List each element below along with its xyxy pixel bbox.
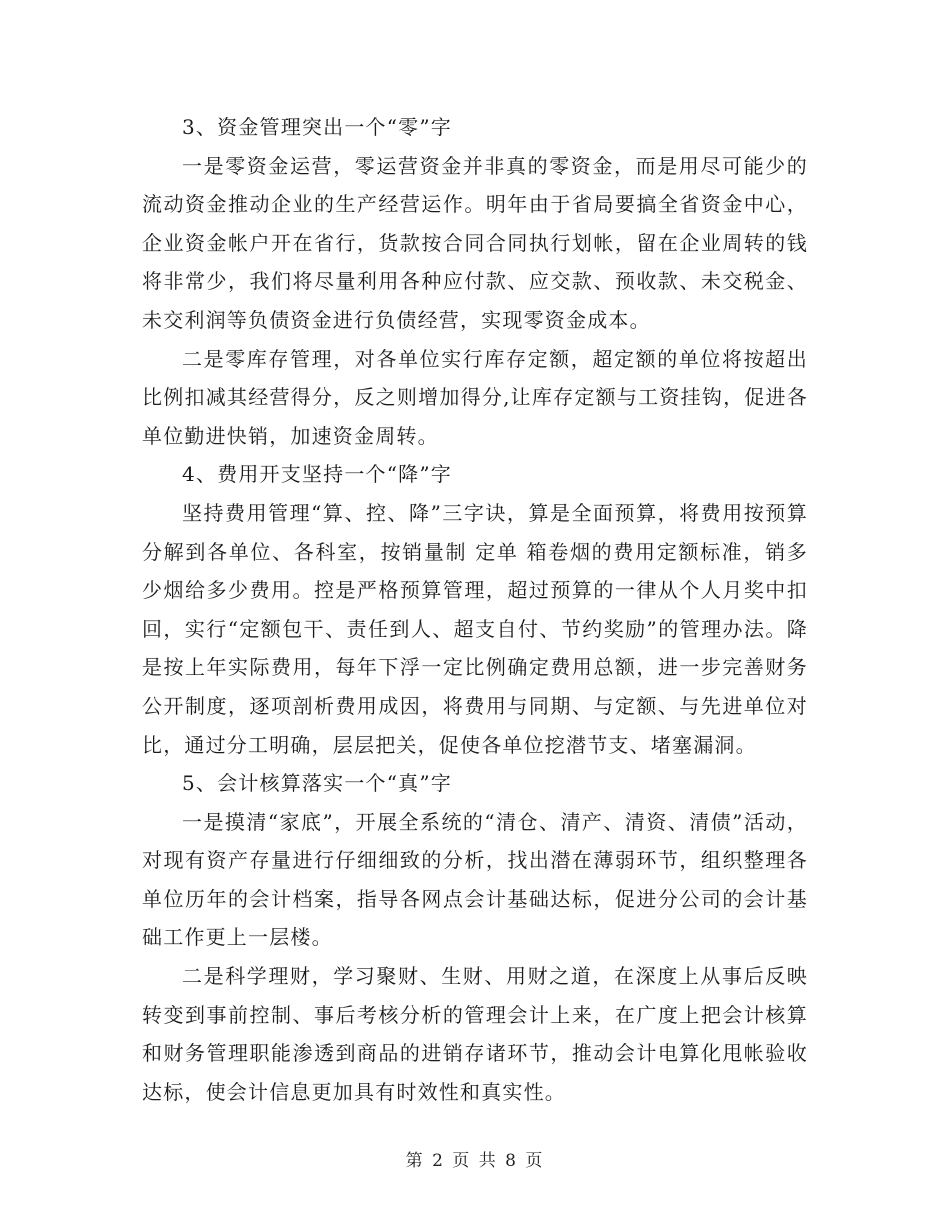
paragraph-scientific-finance: 二是科学理财，学习聚财、生财、用财之道，在深度上从事后反映转变到事前控制、事后考核分析的管理会计上来，在广度上把会计核算和财务管理职能渗透到商品的进销存诸环节，推动会计电算化甩帐验收达标，使会计信息更加具有时效性和真实性。 bbox=[142, 964, 808, 1104]
page-number-footer: 第 2 页 共 8 页 bbox=[405, 1151, 545, 1171]
paragraph-zero-capital: 一是零资金运营，零运营资金并非真的零资金，而是用尽可能少的流动资金推动企业的生产经营运作。明年由于省局要搞全省资金中心，企业资金帐户开在省行，货款按合同合同执行划帐，留在企业周转的钱将非常少，我们将尽量利用各种应付款、应交款、预收款、未交税金、未交利润等负债资金进行负债经营，实现零资金成本。 bbox=[142, 153, 808, 332]
paragraph-expense-management: 坚持费用管理“算、控、降”三字诀，算是全面预算，将费用按预算分解到各单位、各科室，按销量制 定单 箱卷烟的费用定额标准，销多少烟给多少费用。控是严格预算管理，超过预算的一律从个人月奖中扣回，实行“定额包干、责任到人、超支自付、节约奖励”的管理办法。降是按上年实际费用，每年下浮一定比例确定费用总额，进一步完善财务公开制度，逐项剖析费用成因，将费用与同期、与定额、与先进单位对比，通过分工明确，层层把关，促使各单位挖潜节支、堵塞漏洞。 bbox=[142, 500, 808, 757]
paragraph-asset-check: 一是摸清“家底”，开展全系统的“清仓、清产、清资、清债”活动，对现有资产存量进行仔细细致的分析，找出潜在薄弱环节，组织整理各单位历年的会计档案，指导各网点会计基础达标，促进分公司的会计基础工作更上一层楼。 bbox=[142, 809, 808, 950]
document-body bbox=[142, 108, 808, 1111]
section-heading-expense: 4、费用开支坚持一个“降”字 bbox=[182, 462, 452, 487]
section-heading-capital: 3、资金管理突出一个“零”字 bbox=[182, 115, 452, 139]
paragraph-zero-inventory: 二是零库存管理，对各单位实行库存定额，超定额的单位将按超出比例扣减其经营得分，反之则增加得分,让库存定额与工资挂钩，促进各单位勤进快销，加速资金周转。 bbox=[142, 346, 808, 448]
section-heading-accounting: 5、会计核算落实一个“真”字 bbox=[182, 771, 452, 796]
